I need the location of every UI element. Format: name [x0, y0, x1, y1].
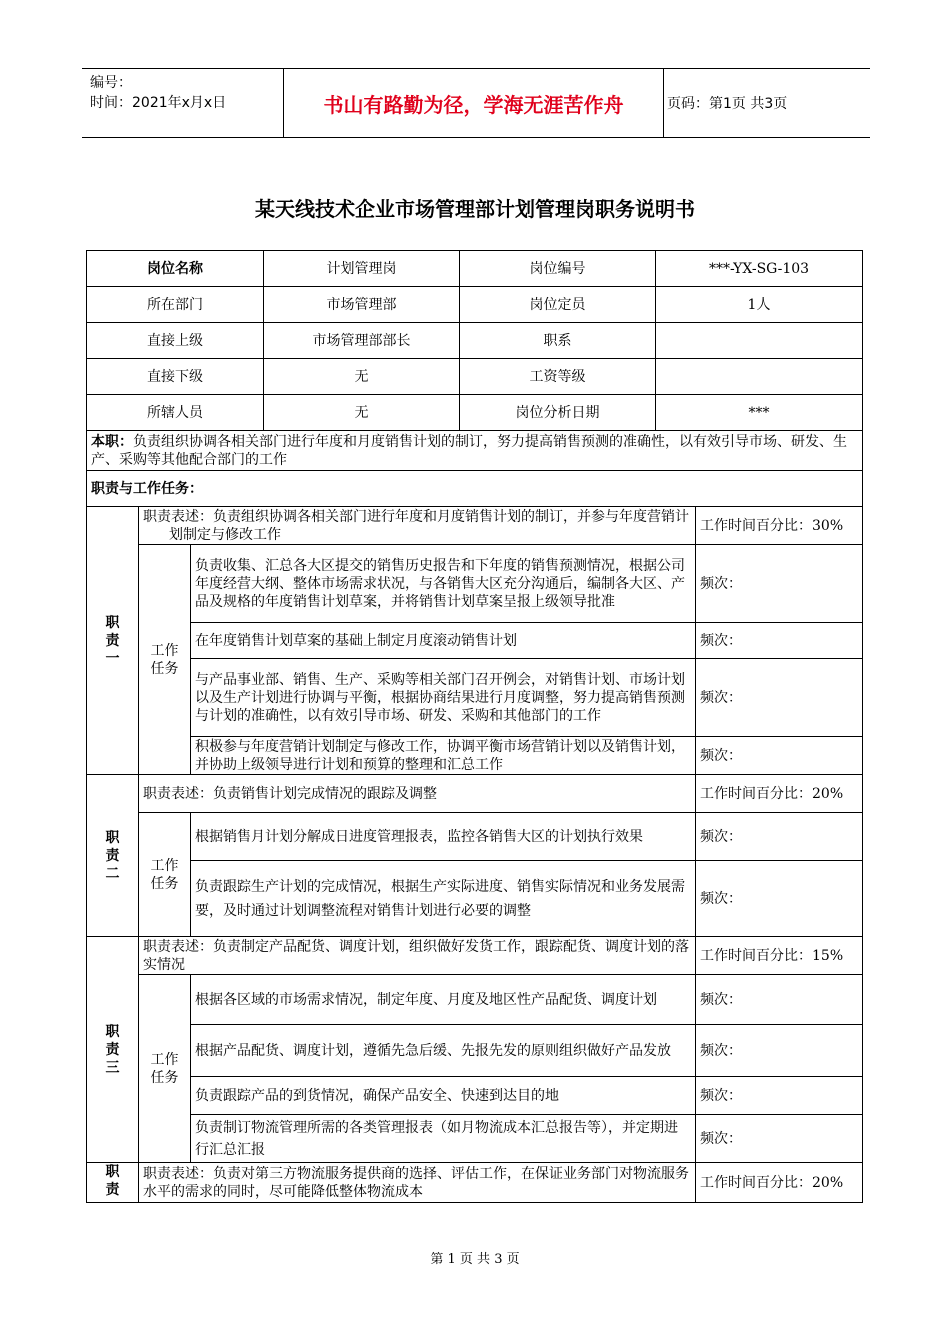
freq-cell: 频次：	[696, 975, 863, 1025]
task-text: 与产品事业部、销售、生产、采购等相关部门召开例会，对销售计划、市场计划以及生产计划进行协调与平衡，根据协商结果进行月度调整，努力提高销售预测与计划的准确性，以有效引导市场、研发、采购和其他部门的工作	[191, 659, 696, 737]
table-row	[87, 287, 863, 323]
task-label: 工作任务	[139, 813, 191, 937]
duty-3-percent: 工作时间百分比：15%	[696, 937, 863, 975]
cell: 岗位编号	[460, 251, 656, 287]
task-row	[87, 975, 863, 1025]
duty-3-desc: 职责表述：负责制定产品配货、调度计划，组织做好发货工作，跟踪配货、调度计划的落实情况	[139, 937, 696, 975]
task-text: 负责收集、汇总各大区提交的销售历史报告和下年度的销售预测情况，根据公司年度经营大纲、整体市场需求状况，与各销售大区充分沟通后，编制各大区、产品及规格的年度销售计划草案，并将销售计划草案呈报上级领导批准	[191, 545, 696, 623]
duty-2-desc-row	[87, 775, 863, 813]
cell	[656, 359, 863, 395]
cell: 计划管理岗	[264, 251, 460, 287]
task-row	[87, 861, 863, 937]
task-text: 根据各区域的市场需求情况，制定年度、月度及地区性产品配货、调度计划	[191, 975, 696, 1025]
cell: 直接下级	[87, 359, 264, 395]
duty-4-desc-row	[87, 1163, 863, 1203]
freq-cell: 频次：	[696, 1115, 863, 1163]
task-row	[87, 1025, 863, 1077]
table-row	[87, 359, 863, 395]
task-text: 根据销售月计划分解成日进度管理报表，监控各销售大区的计划执行效果	[191, 813, 696, 861]
page-header	[82, 68, 870, 138]
duty-1-desc-row	[87, 507, 863, 545]
document-title: 某天线技术企业市场管理部计划管理岗职务说明书	[255, 197, 695, 221]
freq-cell: 频次：	[696, 545, 863, 623]
duty-1-percent: 工作时间百分比：30%	[696, 507, 863, 545]
freq-cell: 频次：	[696, 623, 863, 659]
summary-label: 本职：	[91, 433, 133, 450]
task-text: 负责制订物流管理所需的各类管理报表（如月物流成本汇总报告等），并定期进行汇总汇报	[191, 1115, 696, 1163]
freq-cell: 频次：	[696, 737, 863, 775]
task-text: 根据产品配货、调度计划，遵循先急后缓、先报先发的原则组织做好产品发放	[191, 1025, 696, 1077]
summary-cell	[87, 431, 863, 471]
duty-2-label: 职责二	[87, 775, 139, 937]
freq-cell: 频次：	[696, 659, 863, 737]
cell: 市场管理部	[264, 287, 460, 323]
table-row	[87, 323, 863, 359]
cell	[656, 323, 863, 359]
task-row	[87, 545, 863, 623]
task-row	[87, 623, 863, 659]
table-row	[87, 395, 863, 431]
duty-2-desc: 职责表述：负责销售计划完成情况的跟踪及调整	[139, 775, 696, 813]
task-row	[87, 659, 863, 737]
job-info-table	[86, 250, 863, 431]
task-text: 在年度销售计划草案的基础上制定月度滚动销售计划	[191, 623, 696, 659]
task-label: 工作任务	[139, 975, 191, 1163]
page-footer: 第 1 页 共 3 页	[430, 1252, 520, 1267]
freq-cell: 频次：	[696, 813, 863, 861]
cell: 无	[264, 395, 460, 431]
task-row	[87, 1077, 863, 1115]
duties-table	[86, 430, 863, 1203]
duty-3-label: 职责三	[87, 937, 139, 1163]
task-text: 积极参与年度营销计划制定与修改工作，协调平衡市场营销计划以及销售计划，并协助上级领导进行计划和预算的整理和汇总工作	[191, 737, 696, 775]
duty-2-percent: 工作时间百分比：20%	[696, 775, 863, 813]
duties-heading-row	[87, 471, 863, 507]
cell: 岗位分析日期	[460, 395, 656, 431]
freq-cell: 频次：	[696, 861, 863, 937]
duties-heading: 职责与工作任务：	[87, 471, 863, 507]
duty-1-desc: 职责表述：负责组织协调各相关部门进行年度和月度销售计划的制订，并参与年度营销计划制定与修改工作	[139, 507, 696, 545]
date-label: 时间：2021年x月x日	[90, 95, 227, 111]
duty-4-label: 职责	[87, 1163, 139, 1203]
task-row	[87, 813, 863, 861]
page-label: 页码：第1页 共3页	[667, 96, 788, 112]
cell: 工资等级	[460, 359, 656, 395]
cell: 岗位定员	[460, 287, 656, 323]
cell: ***	[656, 395, 863, 431]
duty-4-desc: 职责表述：负责对第三方物流服务提供商的选择、评估工作，在保证业务部门对物流服务水平的需求的同时，尽可能降低整体物流成本	[139, 1163, 696, 1203]
task-text: 负责跟踪生产计划的完成情况，根据生产实际进度、销售实际情况和业务发展需要，及时通过计划调整流程对销售计划进行必要的调整	[191, 861, 696, 937]
cell: 所在部门	[87, 287, 264, 323]
task-label: 工作任务	[139, 545, 191, 775]
cell: ***-YX-SG-103	[656, 251, 863, 287]
header-meta	[90, 73, 226, 113]
cell: 1人	[656, 287, 863, 323]
summary-text: 负责组织协调各相关部门进行年度和月度销售计划的制订，努力提高销售预测的准确性，以有效引导市场、研发、生产、采购等其他配合部门的工作	[91, 433, 847, 468]
duty-4-percent: 工作时间百分比：20%	[696, 1163, 863, 1203]
cell: 市场管理部部长	[264, 323, 460, 359]
summary-row	[87, 431, 863, 471]
duty-1-label: 职责一	[87, 507, 139, 775]
freq-cell: 频次：	[696, 1025, 863, 1077]
cell: 所辖人员	[87, 395, 264, 431]
cell: 无	[264, 359, 460, 395]
duty-3-desc-row	[87, 937, 863, 975]
number-label: 编号：	[90, 75, 132, 91]
cell: 岗位名称	[87, 251, 264, 287]
table-row	[87, 251, 863, 287]
cell: 职系	[460, 323, 656, 359]
freq-cell: 频次：	[696, 1077, 863, 1115]
cell: 直接上级	[87, 323, 264, 359]
task-text: 负责跟踪产品的到货情况，确保产品安全、快速到达目的地	[191, 1077, 696, 1115]
task-row	[87, 1115, 863, 1163]
slogan: 书山有路勤为径，学海无涯苦作舟	[283, 69, 664, 137]
task-row	[87, 737, 863, 775]
